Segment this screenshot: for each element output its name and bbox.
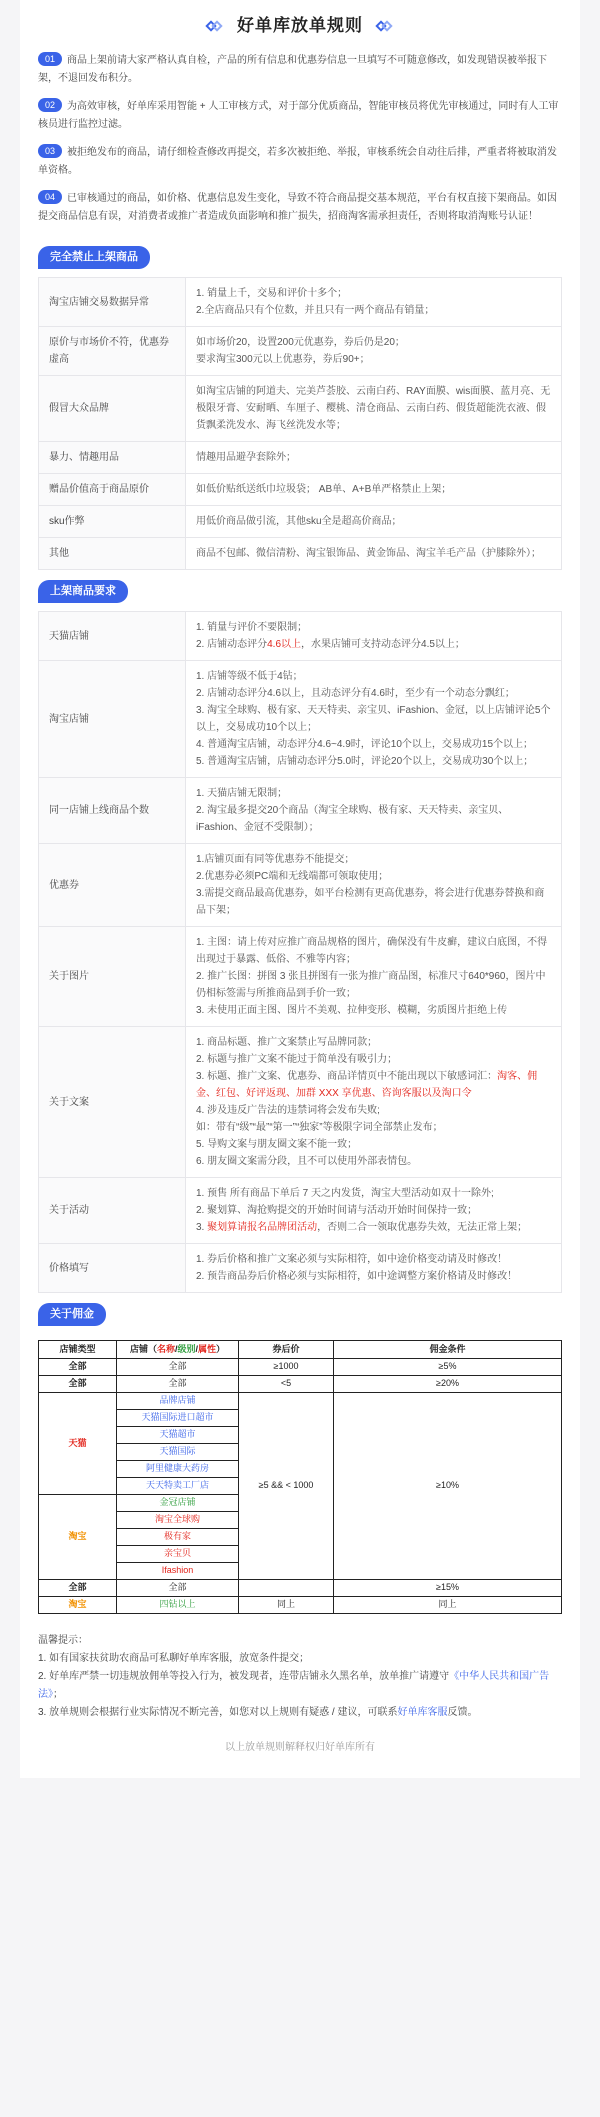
cell-shop: 全部 — [117, 1359, 239, 1376]
cell-shop: 品牌店铺 — [117, 1393, 239, 1410]
row-value — [186, 778, 562, 844]
cell-condition: ≥15% — [334, 1580, 562, 1597]
cell-shop: 天猫国际进口超市 — [117, 1410, 239, 1427]
rules-list — [38, 52, 562, 226]
highlight-text: 淘客、佣金、红包、好评返现、加群 XXX 享优惠、咨询客服以及淘口令 — [196, 1071, 538, 1100]
row-line: 2. 预告商品券后价格必须与实际相符，如中途调整方案价格请及时修改！ — [196, 1271, 518, 1283]
row-line: 2.优惠券必须PC端和无线端都可领取使用； — [196, 871, 389, 883]
footer-text: 以上放单规则解释权归好单库所有 — [225, 1742, 375, 1754]
row-value: 如淘宝店铺的阿道夫、完美芦荟胶、云南白药、RAY面膜、wis面膜、蓝月亮、无极限牙膏、安耐晒、车厘子、樱桃、清仓商品、云南白药、假货超能洗衣液、假货飘柔洗发水、海飞丝洗发水等； — [186, 376, 562, 442]
row-key: 优惠券 — [39, 844, 186, 927]
rule-text: 被拒绝发布的商品，请仔细检查修改再提交，若多次被拒绝、举报，审核系统会自动往后排，严重者将被取消发单资格。 — [38, 147, 558, 176]
text-segment: ，水果店铺可支持动态评分4.5以上； — [301, 639, 465, 651]
row-key: 价格填写 — [39, 1244, 186, 1293]
row-key: 暴力、情趣用品 — [39, 442, 186, 474]
text-segment: 3. 标题、推广文案、优惠券、商品详情页中不能出现以下敏感词汇： — [196, 1071, 498, 1083]
text-segment: 3. — [196, 1222, 208, 1234]
column-header: 店铺类型 — [39, 1341, 117, 1359]
rules-card — [20, 0, 580, 1778]
row-key: 同一店铺上线商品个数 — [39, 778, 186, 844]
rule-number-badge: 04 — [38, 190, 62, 204]
row-line: 6. 朋友圈文案需分段，且不可以使用外部表情包。 — [196, 1156, 418, 1168]
row-line: 1.店铺页面有同等优惠券不能提交； — [196, 854, 355, 866]
cell-shop: Ifashion — [117, 1563, 239, 1580]
row-line: 2. 淘宝最多提交20个商品（淘宝全球购、极有家、天天特卖、亲宝贝、iFashion、金冠不受限制）； — [196, 805, 509, 834]
row-value: 商品不包邮、微信清粉、淘宝银饰品、黄金饰品、淘宝羊毛产品（护膝除外）； — [186, 538, 562, 570]
row-line: 3. 淘宝全球购、极有家、天天特卖、亲宝贝、iFashion、金冠，以上店铺评论5个以上，交易成功10个以上； — [196, 705, 551, 734]
page-title: 好单库放单规则 — [237, 15, 363, 35]
cell-price: 同上 — [239, 1597, 334, 1614]
header-segment: 店铺（ — [129, 1343, 157, 1354]
note-item — [38, 1704, 562, 1722]
row-line: 要求淘宝300元以上优惠券，券后90+； — [196, 354, 370, 366]
cell-shop: 天天特卖工厂店 — [117, 1478, 239, 1495]
cell-condition: ≥10% — [334, 1393, 562, 1580]
rule-text: 为高效审核，好单库采用智能 + 人工审核方式，对于部分优质商品，智能审核员将优先审核通过，同时有人工审核员进行监控过滤。 — [38, 101, 559, 130]
header-segment: / — [195, 1343, 199, 1354]
table-row — [39, 1580, 562, 1597]
text-segment: ； — [53, 1689, 63, 1701]
section-tag-banned: 完全禁止上架商品 — [38, 246, 150, 269]
text-segment: 2. 店铺动态评分 — [196, 639, 268, 651]
page-header — [38, 0, 562, 52]
cell-shop: 四钻以上 — [117, 1597, 239, 1614]
table-row — [39, 442, 562, 474]
row-line: 4. 普通淘宝店铺，动态评分4.6~4.9时，评论10个以上，交易成功15个以上； — [196, 739, 534, 751]
row-line: 5. 导购文案与朋友圈文案不能一致； — [196, 1139, 358, 1151]
diamond-icon — [377, 21, 393, 31]
row-line: 1. 店铺等级不低于4钻； — [196, 671, 303, 683]
diamond-icon — [207, 21, 223, 31]
row-line — [196, 1068, 551, 1102]
cell-shop: 金冠店铺 — [117, 1495, 239, 1512]
row-line: 2. 推广长图：拼图 3 张且拼图有一张为推广商品图，标准尺寸640*960，图片中仍相标签需与所推商品到手价一致； — [196, 971, 546, 1000]
notes — [38, 1632, 562, 1722]
row-value — [186, 278, 562, 327]
table-row — [39, 278, 562, 327]
column-header: 券后价 — [239, 1341, 334, 1359]
row-value: 用低价商品做引流，其他sku全是超高价商品； — [186, 506, 562, 538]
table-row — [39, 778, 562, 844]
rule-number-badge: 03 — [38, 144, 62, 158]
rule-text: 已审核通过的商品，如价格、优惠信息发生变化，导致不符合商品提交基本规范，平台有权直接下架商品。如因提交商品信息有误，对消费者或推广者造成负面影响和推广损失，招商淘客需承担责任，否则将取消淘账号认证！ — [38, 193, 558, 222]
row-line: 1. 主图：请上传对应推广商品规格的图片，确保没有牛皮癣，建议白底图，不得出现过于暴露、低俗、不雅等内容； — [196, 937, 548, 966]
row-line: 3. 未使用正面主图、图片不美观、拉伸变形、模糊，劣质图片拒绝上传 — [196, 1005, 508, 1017]
rule-number-badge: 01 — [38, 52, 62, 66]
row-line: 2. 聚划算、淘抢购提交的开始时间请与活动开始时间保持一致； — [196, 1205, 478, 1217]
row-value — [186, 612, 562, 661]
row-line: 1. 天猫店铺无限制； — [196, 788, 288, 800]
header-segment: ） — [216, 1343, 226, 1354]
row-key: 关于图片 — [39, 927, 186, 1027]
table-row — [39, 1393, 562, 1410]
header-segment: 属性 — [198, 1343, 217, 1354]
row-line: 1. 商品标题、推广文案禁止写品牌同款； — [196, 1037, 378, 1049]
rule-item — [38, 190, 562, 226]
row-line: 1. 销量与评价不要限制； — [196, 622, 308, 634]
table-row — [39, 1597, 562, 1614]
cell-type: 全部 — [39, 1359, 117, 1376]
note-item — [38, 1668, 562, 1704]
row-line: 1. 预售 所有商品下单后 7 天之内发货，淘宝大型活动如双十一除外; — [196, 1188, 494, 1200]
row-line: 2. 标题与推广文案不能过于简单没有吸引力； — [196, 1054, 398, 1066]
rule-item — [38, 52, 562, 88]
table-row — [39, 376, 562, 442]
row-line: 2. 店铺动态评分4.6以上，且动态评分有4.6时，至少有一个动态分飘红； — [196, 688, 515, 700]
requirements-table — [38, 611, 562, 1293]
table-row — [39, 327, 562, 376]
notes-title: 温馨提示： — [38, 1635, 88, 1647]
rule-text: 商品上架前请大家严格认真自检，产品的所有信息和优惠券信息一旦填写不可随意修改，如发现错误被举报下架，不退回发布积分。 — [38, 55, 548, 84]
row-value: 情趣用品避孕套除外； — [186, 442, 562, 474]
row-value — [186, 1244, 562, 1293]
cell-price — [239, 1580, 334, 1597]
rule-number-badge: 02 — [38, 98, 62, 112]
row-line: 1. 券后价格和推广文案必须与实际相符，如中途价格变动请及时修改！ — [196, 1254, 508, 1266]
table-row — [39, 474, 562, 506]
header-segment: / — [174, 1343, 178, 1354]
table-row — [39, 612, 562, 661]
row-line: 如：带有“级”“最”“第一”“独家”等极限字词全部禁止发布； — [196, 1122, 443, 1134]
cell-shop: 天猫超市 — [117, 1427, 239, 1444]
cell-shop: 全部 — [117, 1580, 239, 1597]
cell-condition: ≥20% — [334, 1376, 562, 1393]
row-key: 淘宝店铺 — [39, 661, 186, 778]
rule-item — [38, 144, 562, 180]
section-tag-requirements: 上架商品要求 — [38, 580, 128, 603]
row-key: 关于文案 — [39, 1027, 186, 1178]
table-row — [39, 1027, 562, 1178]
commission-table — [38, 1340, 562, 1614]
header-segment: 级别 — [177, 1343, 196, 1354]
note-item: 1. 如有国家扶贫助农商品可私聊好单库客服，放宽条件提交； — [38, 1653, 310, 1665]
row-line: 1. 销量上千，交易和评价十多个； — [196, 288, 348, 300]
column-header — [117, 1341, 239, 1359]
cell-shop: 全部 — [117, 1376, 239, 1393]
row-key: sku作弊 — [39, 506, 186, 538]
cell-shop: 亲宝贝 — [117, 1546, 239, 1563]
row-value — [186, 844, 562, 927]
cell-shop: 阿里健康大药房 — [117, 1461, 239, 1478]
cell-shop: 极有家 — [117, 1529, 239, 1546]
highlight-text: 聚划算请报名品牌团活动 — [207, 1222, 318, 1234]
customer-service-link[interactable]: 好单库客服 — [397, 1707, 448, 1719]
row-line: 5. 普通淘宝店铺，店铺动态评分5.0时，评论20个以上，交易成功30个以上； — [196, 756, 534, 768]
text-segment: 反馈。 — [447, 1707, 478, 1719]
table-row — [39, 1359, 562, 1376]
banned-table — [38, 277, 562, 570]
cell-price: <5 — [239, 1376, 334, 1393]
row-key: 天猫店铺 — [39, 612, 186, 661]
cell-type: 淘宝 — [39, 1495, 117, 1580]
cell-shop: 淘宝全球购 — [117, 1512, 239, 1529]
cell-type: 全部 — [39, 1376, 117, 1393]
table-row — [39, 927, 562, 1027]
highlight-text: 4.6以上 — [267, 639, 302, 651]
row-value — [186, 661, 562, 778]
table-row — [39, 506, 562, 538]
row-line — [196, 1219, 551, 1236]
table-row — [39, 1178, 562, 1244]
row-key: 假冒大众品牌 — [39, 376, 186, 442]
row-value — [186, 327, 562, 376]
row-value — [186, 1027, 562, 1178]
cell-condition: ≥5% — [334, 1359, 562, 1376]
row-line: 2.全店商品只有个位数，并且只有一两个商品有销量； — [196, 305, 435, 317]
rule-item — [38, 98, 562, 134]
row-key: 原价与市场价不符，优惠券虚高 — [39, 327, 186, 376]
row-key: 赠品价值高于商品原价 — [39, 474, 186, 506]
cell-condition: 同上 — [334, 1597, 562, 1614]
table-row — [39, 1376, 562, 1393]
row-key: 淘宝店铺交易数据异常 — [39, 278, 186, 327]
cell-price: ≥1000 — [239, 1359, 334, 1376]
row-key: 关于活动 — [39, 1178, 186, 1244]
row-key: 其他 — [39, 538, 186, 570]
row-value — [186, 1178, 562, 1244]
table-row — [39, 661, 562, 778]
table-header-row — [39, 1341, 562, 1359]
ad-law-link[interactable]: 《中华人民共和国广告法》 — [38, 1671, 550, 1701]
row-value — [186, 927, 562, 1027]
column-header: 佣金条件 — [334, 1341, 562, 1359]
section-tag-commission: 关于佣金 — [38, 1303, 106, 1326]
table-row — [39, 844, 562, 927]
row-value: 如低价贴纸送纸巾垃圾袋； AB单、A+B单严格禁止上架； — [186, 474, 562, 506]
row-line: 4. 涉及违反广告法的违禁词将会发布失败; — [196, 1105, 380, 1117]
text-segment: 3. 放单规则会根据行业实际情况不断完善，如您对以上规则有疑惑 / 建议，可联系 — [38, 1707, 398, 1719]
text-segment: ，否则二合一领取优惠券失效，无法正常上架； — [317, 1222, 528, 1234]
cell-price: ≥5 && < 1000 — [239, 1393, 334, 1580]
row-line: 如市场价20，设置200元优惠券，券后仍是20； — [196, 337, 405, 349]
row-line: 3.需提交商品最高优惠券，如平台检测有更高优惠券，将会进行优惠券替换和商品下架； — [196, 888, 545, 917]
text-segment: 2. 好单库严禁一切违规放佣单等投入行为，被发现者，连带店铺永久黑名单，放单推广请遵守 — [38, 1671, 450, 1683]
table-row — [39, 1244, 562, 1293]
header-segment: 名称 — [156, 1343, 175, 1354]
cell-type: 全部 — [39, 1580, 117, 1597]
table-row — [39, 538, 562, 570]
cell-shop: 天猫国际 — [117, 1444, 239, 1461]
cell-type: 天猫 — [39, 1393, 117, 1495]
row-line — [196, 636, 551, 653]
cell-type: 淘宝 — [39, 1597, 117, 1614]
